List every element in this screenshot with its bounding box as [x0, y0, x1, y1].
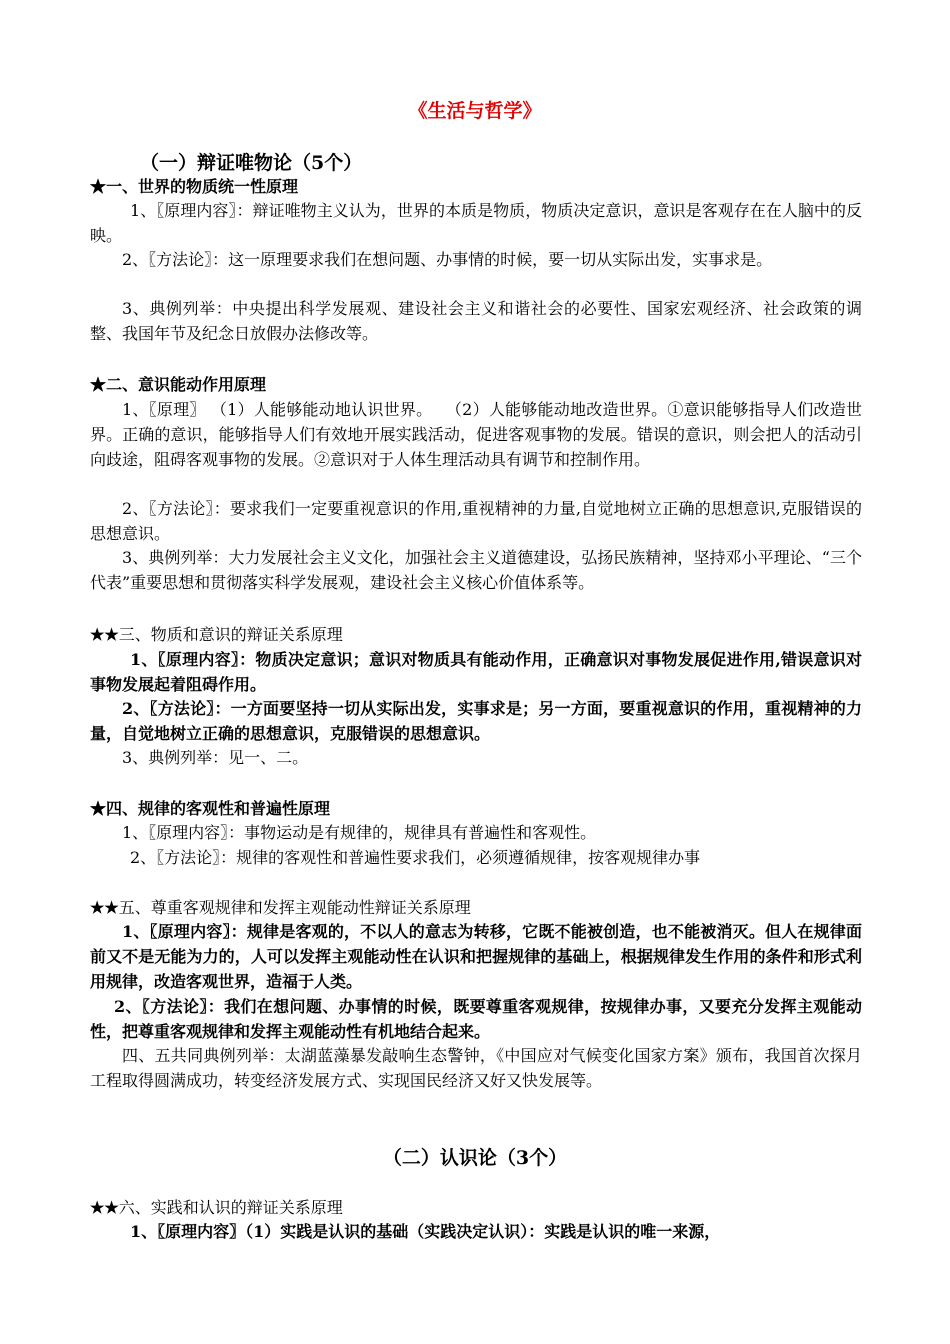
section-3-methodology: 2、〖方法论〗：一方面要坚持一切从实际出发，实事求是；另一方面，要重视意识的作用，重视精神的力量，自觉地树立正确的思想意识，克服错误的思想意识。 — [90, 699, 862, 743]
section-2-methodology: 2、〖方法论〗：要求我们一定要重视意识的作用,重视精神的力量,自觉地树立正确的思想意识,克服错误的思想意识。 — [90, 499, 862, 543]
section-4-methodology: 2、〖方法论〗：规律的客观性和普遍性要求我们，必须遵循规律，按客观规律办事 — [130, 848, 701, 867]
section-5-examples: 四、五共同典例列举：太湖蓝藻暴发敲响生态警钟，《中国应对气候变化国家方案》颁布，我国首次探月工程取得圆满成功，转变经济发展方式、实现国民经济又好又快发展等。 — [90, 1046, 862, 1090]
section-3-examples: 3、典例列举：见一、二。 — [122, 748, 309, 767]
section-heading-6: ★★六、实践和认识的辩证关系原理 — [90, 1198, 343, 1217]
star-icon: ★ — [90, 177, 107, 196]
part-heading-epistemology: （二）认识论（3个） — [382, 1147, 568, 1169]
section-3-principle: 1、〖原理内容〗：物质决定意识；意识对物质具有能动作用，正确意识对事物发展促进作用,错误意识对事物发展起着阻碍作用。 — [90, 650, 862, 694]
part-heading-dialectical-materialism: （一）辩证唯物论（5个） — [140, 152, 363, 174]
section-heading-1: ★一、世界的物质统一性原理 — [90, 177, 299, 196]
section-4-principle: 1、〖原理内容〗：事物运动是有规律的，规律具有普遍性和客观性。 — [122, 823, 597, 842]
section-2-examples: 3、典例列举：大力发展社会主义文化，加强社会主义道德建设，弘扬民族精神，坚持邓小平理论、“三个代表”重要思想和贯彻落实科学发展观，建设社会主义核心价值体系等。 — [90, 548, 862, 592]
star-icon: ★★ — [90, 625, 119, 644]
section-5-methodology: 2、〖方法论〗：我们在想问题、办事情的时候，既要尊重客观规律，按规律办事，又要充分发挥主观能动性，把尊重客观规律和发挥主观能动性有机地结合起来。 — [90, 997, 862, 1041]
star-icon: ★★ — [90, 1198, 119, 1217]
star-icon: ★ — [90, 799, 107, 818]
section-2-principle: 1、〖原理〗 （1）人能够能动地认识世界。 （2）人能够能动地改造世界。①意识能够指导人们改造世界。正确的意识，能够指导人们有效地开展实践活动，促进客观事物的发展。错误的意识，则会把人的活动引向歧途，阻碍客观事物的发展。②意识对于人体生理活动具有调节和控制作用。 — [90, 400, 862, 469]
section-heading-4: ★四、规律的客观性和普遍性原理 — [90, 799, 331, 818]
section-1-methodology: 2、〖方法论〗：这一原理要求我们在想问题、办事情的时候，要一切从实际出发，实事求是。 — [122, 250, 773, 269]
document-title: 《生活与哲学》 — [408, 100, 542, 122]
section-5-principle: 1、〖原理内容〗：规律是客观的，不以人的意志为转移，它既不能被创造，也不能被消灭。但人在规律面前又不是无能为力的，人可以发挥主观能动性在认识和把握规律的基础上，根据规律发生作用的条件和形式利用规律，改造客观世界，造福于人类。 — [90, 922, 862, 991]
section-heading-3: ★★三、物质和意识的辩证关系原理 — [90, 625, 343, 644]
star-icon: ★★ — [90, 898, 119, 917]
section-heading-5: ★★五、尊重客观规律和发挥主观能动性辩证关系原理 — [90, 898, 471, 917]
star-icon: ★ — [90, 375, 107, 394]
section-1-examples: 3、典例列举：中央提出科学发展观、建设社会主义和谐社会的必要性、国家宏观经济、社会政策的调整、我国年节及纪念日放假办法修改等。 — [90, 299, 862, 343]
section-6-principle: 1、〖原理内容〗（1）实践是认识的基础（实践决定认识）：实践是认识的唯一来源， — [130, 1222, 721, 1241]
section-1-principle: 1、〖原理内容〗：辩证唯物主义认为，世界的本质是物质，物质决定意识，意识是客观存在在人脑中的反映。 — [90, 201, 862, 245]
section-heading-2: ★二、意识能动作用原理 — [90, 375, 267, 394]
